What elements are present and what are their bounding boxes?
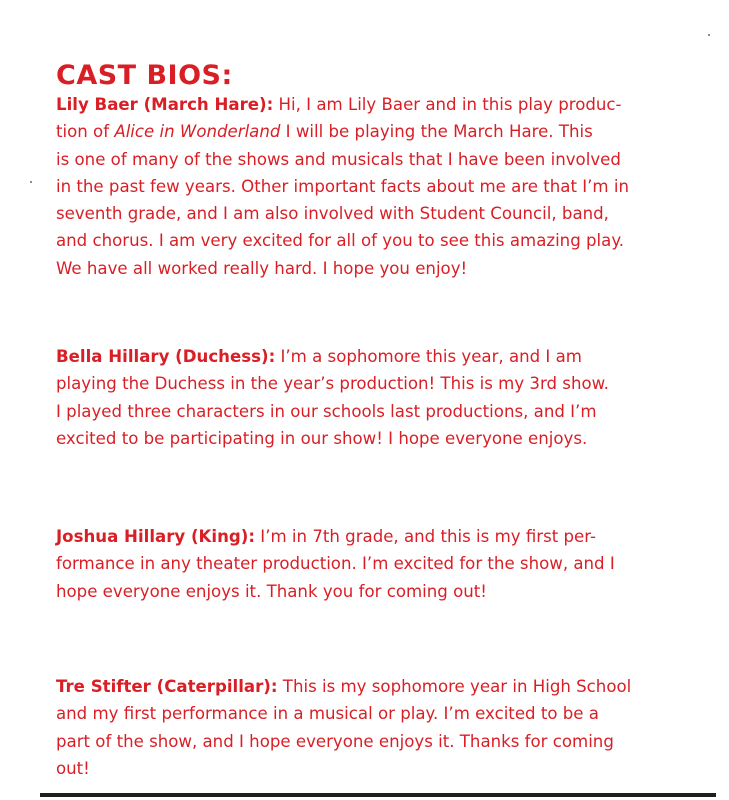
bio-text: and my first performance in a musical or play. I’m excited to be a <box>56 704 599 724</box>
bio-text: excited to be participating in our show! I hope everyone enjoys. <box>56 428 588 448</box>
bio-text: I’m a sophomore this year, and I am <box>275 347 582 366</box>
cast-member-name: Lily Baer (March Hare): <box>56 95 274 114</box>
bio-text: I played three characters in our schools last productions, and I’m <box>56 401 597 421</box>
bio-text: in the past few years. Other important facts about me are that I’m in <box>56 176 629 196</box>
bio-lily-baer <box>56 91 696 282</box>
bio-joshua-hillary <box>56 523 696 605</box>
bio-text: tion of <box>56 122 115 142</box>
bio-text: I’m in 7th grade, and this is my first per- <box>255 527 597 546</box>
cast-member-name: Joshua Hillary (King): <box>56 527 256 546</box>
bio-bella-hillary <box>56 343 696 452</box>
bio-text: We have all worked really hard. I hope you enjoy! <box>56 258 468 278</box>
bio-text: is one of many of the shows and musicals that I have been involved <box>56 149 621 169</box>
scan-speck <box>708 34 710 36</box>
bio-text: playing the Duchess in the year’s production! This is my 3rd show. <box>56 374 609 394</box>
cast-member-name: Bella Hillary (Duchess): <box>56 347 276 366</box>
bio-text: seventh grade, and I am also involved with Student Council, band, <box>56 204 609 224</box>
cast-bios-heading: CAST BIOS: <box>56 60 233 91</box>
bio-text: This is my sophomore year in High School <box>277 677 632 696</box>
bio-text: and chorus. I am very excited for all of you to see this amazing play. <box>56 231 625 251</box>
play-title: Alice in Wonderland <box>114 122 281 142</box>
scan-speck <box>30 181 32 183</box>
bio-text: formance in any theater production. I’m excited for the show, and I <box>56 554 615 574</box>
bio-text: Hi, I am Lily Baer and in this play produc- <box>273 95 622 114</box>
bio-tre-stifter <box>56 673 696 782</box>
bio-text: part of the show, and I hope everyone enjoys it. Thanks for coming <box>56 731 614 751</box>
bio-text: I will be playing the March Hare. This <box>280 122 593 142</box>
bio-text: out! <box>56 758 90 778</box>
bottom-rule <box>40 793 716 797</box>
bio-text: hope everyone enjoys it. Thank you for coming out! <box>56 581 487 601</box>
cast-member-name: Tre Stifter (Caterpillar): <box>56 677 278 696</box>
